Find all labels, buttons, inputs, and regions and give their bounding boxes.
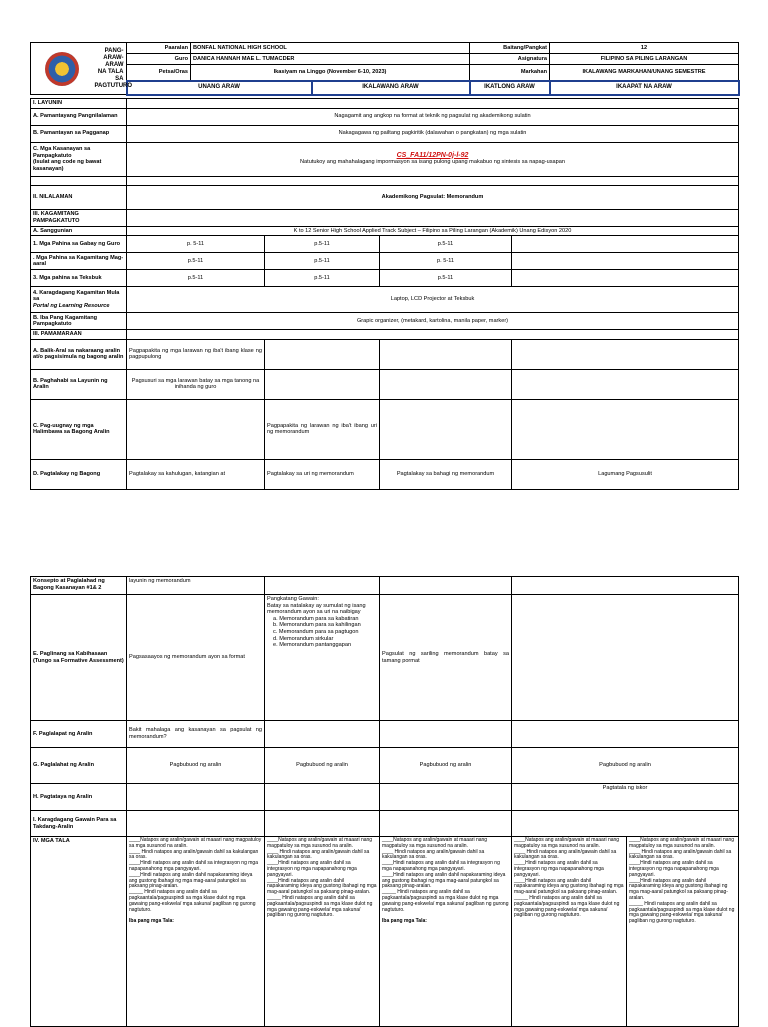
asignatura-label: Asignatura	[470, 54, 550, 65]
tala-line: ____Hindi natapos ang aralin dahil sa integrasyon ng mga napapanahong mga pangyayari.	[514, 860, 604, 878]
karagdagang-label-line-2: Portal ng Learning Resource	[33, 302, 110, 309]
iba-pang-label: B. Iba Pang Kagamitang Pampagkatuto	[31, 313, 127, 330]
dll-title-line: NA TALA SA	[97, 68, 124, 82]
tala-line: ____Natapos ang aralin/gawain at maaari nang magpatuloy sa mga susunod na aralin.	[514, 837, 620, 849]
mga-tala-label: IV. MGA TALA	[31, 837, 127, 1027]
paglalahat-day-4: Pagbubuod ng aralin	[512, 748, 739, 784]
pamantayan-pagganap: Nakagagawa ng pailtang pagkiritik (dalawahan o pangkatan) ng mga sulatin	[127, 125, 739, 142]
tala-line: ____Natapos ang aralin/gawain at maaari nang magpatuloy sa mga susunod na aralin.	[382, 837, 488, 849]
teksbuk-day-1: p.5-11	[127, 270, 265, 287]
paghahabi-label: B. Paghahabi sa Layunin ng Aralin	[31, 369, 127, 399]
empty-cell	[512, 339, 739, 369]
pamamaraan-label: III. PAMAMARAAN	[31, 330, 127, 340]
empty-cell	[127, 330, 739, 340]
asignatura-value: FILIPINO SA PILING LARANGAN	[550, 54, 739, 65]
petsa-value: Ikasiyam na Linggo (November 6-10, 2023)	[191, 65, 470, 81]
paglinang-label-line-2: (Tungo sa Formative Assessment)	[33, 657, 124, 664]
empty-cell	[380, 784, 512, 811]
tala-line: ____Hindi natapos ang aralin dahil napakaraming ideya ang gustong ibahagi ng mga mag-aaral patungkol sa paksang pinag-aralan.	[129, 871, 253, 890]
pamantayang-pangnilalaman: Nagagamit ang angkop na format at teknik ng pagsulat ng akademikong sulatin	[127, 108, 739, 125]
kagamitang-day-3: p. 5-11	[380, 253, 512, 270]
empty-cell	[265, 369, 380, 399]
balik-aral-label: A. Balik-Aral sa nakaraang aralin at/o pagsisimula ng bagong aralin	[31, 339, 127, 369]
paglalahat-day-2: Pagbubuod ng aralin	[265, 748, 380, 784]
empty-cell	[265, 339, 380, 369]
tala-line: ____Natapos ang aralin/gawain at maaari nang magpatuloy sa mga susunod na aralin.	[267, 837, 373, 849]
dll-title-line: PANG-	[104, 47, 124, 54]
kasanayan-text: Natutukoy ang mahahalagang impormasyon sa isang pulong upang makabuo ng sintesis sa napag-usapan	[300, 159, 565, 166]
day-2-header: IKALAWANG ARAW	[312, 81, 470, 95]
kasanayan-label-line-2: (Isulat ang code ng bawat kasanayan)	[33, 159, 102, 172]
paglalahat-day-3: Pagbubuod ng aralin	[380, 748, 512, 784]
petsa-label: Petsa/Oras	[127, 65, 191, 81]
dll-body-table-continued	[30, 576, 739, 1027]
karagdagang-label-line-1: 4. Karagdagang Kagamitan Mula sa	[33, 289, 120, 303]
empty-cell	[127, 209, 739, 226]
pag-uugnay: Pagpapakita ng larawan ng iba't ibang uri ng memorandum	[265, 399, 380, 459]
empty-cell	[31, 176, 127, 185]
balik-aral: Pagpapakita ng mga larawan ng iba't ibang klase ng pagpupulong	[127, 339, 265, 369]
karagdagang-label	[31, 287, 127, 313]
empty-cell	[512, 399, 739, 459]
pagtalakay-day-3: Pagtalakay sa bahagi ng memorandum	[380, 459, 512, 489]
pamantayan-pagganap-label: B. Pamantayan sa Pagganap	[31, 125, 127, 142]
empty-cell	[512, 369, 739, 399]
pangkatang-item: c. Memorandum para sa pagtugon	[273, 628, 359, 635]
dll-title-line: ARAW-ARAW	[103, 54, 124, 68]
pangkatang-item: b. Memorandum para sa kahilingan	[273, 622, 361, 629]
pagtalakay-label: D. Pagtalakay ng Bagong	[31, 459, 127, 489]
gabay-label: 1. Mga Pahina sa Gabay ng Guro	[31, 236, 127, 253]
gabay-day-3: p.5-11	[380, 236, 512, 253]
tala-line: ____ Hindi natapos ang aralin/gawain dahil sa kakulangan sa oras.	[382, 848, 485, 861]
baitang-value: 12	[550, 43, 739, 54]
iba-pang-tala: Iba pang mga Tala:	[382, 918, 427, 925]
dll-title	[93, 43, 133, 95]
gabay-day-1: p. 5-11	[127, 236, 265, 253]
sanggunian: K to 12 Senior High School Applied Track Subject – Filipino sa Piling Larangan (Akademik) Unang Edisyon 2020	[127, 226, 739, 236]
paglalahat-day-1: Pagbubuod ng aralin	[127, 748, 265, 784]
tala-line: ____Hindi natapos ang aralin dahil sa integrasyon ng mga napapanahong mga pangyayari.	[267, 860, 357, 878]
tala-line: ____ Hindi natapos ang aralin/gawain dahil sa kakulangan sa oras.	[514, 848, 617, 861]
karagdagang: Laptop, LCD Projector at Teksbuk	[127, 287, 739, 313]
pangkatang-title: Pangkatang Gawain:	[267, 596, 319, 602]
empty-cell	[512, 811, 739, 837]
paglalapat: Bakit mahalaga ang kasanayan sa pagsulat ng memorandum?	[127, 721, 265, 748]
paglinang-day-3: Pagsulat ng sariling memorandum batay sa tamang pormat	[380, 595, 512, 721]
empty-cell	[265, 784, 380, 811]
pangkatang-item: a. Memorandum para sa kabatiran	[273, 615, 359, 622]
mga-tala-day-1	[127, 837, 265, 1027]
pagtalakay-day-4: Lagumang Pagsusulit	[512, 459, 739, 489]
kagamitang-day-2: p.5-11	[265, 253, 380, 270]
tala-line: _____ Hindi natapos ang aralin dahil sa pagkaantala/pagsuspindi sa mga klase dulot ng mga gawaing pang-eskwela/ mga sakuna/ pagliban ng gurong nagtuturo.	[629, 900, 735, 925]
baitang-label: Baitang/Pangkat	[470, 43, 550, 54]
guro-label: Guro	[127, 54, 191, 65]
document-page-2	[0, 576, 768, 1024]
kagamitan-label: III. KAGAMITANG PAMPAGKATUTO	[31, 209, 127, 226]
tala-line: ____Natapos ang aralin/gawain at maaari nang magpatuloy sa mga susunod na aralin.	[129, 837, 262, 849]
tala-line: ____Hindi natapos ang aralin dahil sa integrasyon ng mga napapanahong mga pangyayari.	[129, 860, 258, 872]
dll-body-table	[30, 98, 739, 490]
empty-cell	[380, 339, 512, 369]
empty-cell	[512, 577, 739, 595]
mga-tala-day-2	[265, 837, 380, 1027]
empty-cell	[512, 236, 739, 253]
teksbuk-label: 3. Mga pahina sa Teksbuk	[31, 270, 127, 287]
pangkatang-intro: Batay sa natalakay ay sumulat ng isang memorandum ayon sa uri na naibigay	[267, 602, 366, 616]
tala-line: ____ Hindi natapos ang aralin/gawain dahil sa kakulangan sa oras.	[267, 848, 370, 861]
pamantayang-pangnilalaman-label: A. Pamantayang Pangnilalaman	[31, 108, 127, 125]
paglinang-label-line-1: E. Paglinang sa Kabihasaan	[33, 650, 108, 657]
pag-uugnay-label: C. Pag-uugnay ng mga Halimbawa sa Bagong Aralin	[31, 399, 127, 459]
paaralan-value: BONFAL NATIONAL HIGH SCHOOL	[191, 43, 470, 54]
tala-line: ____Hindi natapos ang aralin dahil napakaraming ideya ang gustong ibahagi ng mga mag-aaral patungkol sa paksang pinag-aralan.	[514, 877, 624, 896]
tala-line: ____Hindi natapos ang aralin dahil sa integrasyon ng mga napapanahong mga pangyayari.	[629, 860, 719, 878]
day-4-header: IKAAPAT NA ARAW	[550, 81, 739, 95]
mga-tala-day-4b	[627, 837, 739, 1027]
empty-cell	[512, 253, 739, 270]
tala-line: _____ Hindi natapos ang aralin dahil sa pagkaantala/pagsuspindi sa mga klase dulot ng mga gawaing pang-eskwela/ mga sakuna/ pagliban ng gurong nagtuturo.	[267, 894, 373, 919]
mga-tala-day-4a	[512, 837, 627, 1027]
empty-cell	[380, 577, 512, 595]
empty-cell	[127, 784, 265, 811]
iba-pang: Grapic organizer, (metakard, kartolina, manila paper, marker)	[127, 313, 739, 330]
empty-cell	[265, 577, 380, 595]
empty-cell	[127, 176, 739, 185]
paaralan-label: Paaralan	[127, 43, 191, 54]
tala-line: _____ Hindi natapos ang aralin dahil sa pagkaantala/pagsuspindi sa mga klase dulot ng mga gawaing pang-eskwela/ mga sakuna/ pagliban ng gurong nagtuturo.	[129, 889, 256, 913]
tala-line: _____ Hindi natapos ang aralin dahil sa pagkaantala/pagsuspindi sa mga klase dulot ng mga gawaing pang-eskwela/ mga sakuna/ pagliban ng gurong nagtuturo.	[514, 894, 620, 919]
kagamitang-label: . Mga Pahina sa Kagamitang Mag-aaral	[31, 253, 127, 270]
paglinang-label	[31, 595, 127, 721]
markahan-value: IKALAWANG MARKAHAN/UNANG SEMESTRE	[550, 65, 739, 81]
tala-line: ____Hindi natapos ang aralin dahil napakaraming ideya ang gustong ibahagi ng mga mag-aaral patungkol sa paksang pinag-aralan.	[629, 877, 728, 901]
empty-cell	[512, 595, 739, 721]
pangkatang-item: e. Memorandum pantanggapan	[273, 642, 352, 649]
tala-line: ____ Hindi natapos ang aralin/gawain dahil sa kakulangan sa oras.	[129, 848, 259, 861]
tala-line: _____ Hindi natapos ang aralin dahil sa pagkaantala/pagsuspindi sa mga klase dulot ng mga gawaing pang-eskwela/ mga sakuna/ pagliban ng gurong nagtuturo.	[382, 889, 509, 913]
konsepto: layunin ng memorandum	[127, 577, 265, 595]
tala-line: ____Hindi natapos ang aralin dahil napakaraming ideya ang gustong ibahagi ng mga mag-aaral patungkol sa paksang pinag-aralan.	[267, 877, 377, 896]
kasanayan-cell	[127, 142, 739, 176]
markahan-label: Markahan	[470, 65, 550, 81]
empty-cell	[265, 811, 380, 837]
konsepto-label: Konsepto at Paglalahad ng Bagong Kasanayan #1& 2	[31, 577, 127, 595]
pagtalakay-day-1: Pagtalakay sa kahulugan, katangian at	[127, 459, 265, 489]
school-seal-icon	[45, 52, 79, 86]
empty-cell	[380, 369, 512, 399]
paglalapat-label: F. Paglalapat ng Aralin	[31, 721, 127, 748]
pagtataya-label: H. Pagtataya ng Aralin	[31, 784, 127, 811]
teksbuk-day-2: p.5-11	[265, 270, 380, 287]
nilalaman: Akademikong Pagsulat: Memorandum	[127, 185, 739, 209]
empty-cell	[380, 721, 512, 748]
dll-title-line: PAGTUTURO	[94, 82, 133, 89]
tala-line: ____Natapos ang aralin/gawain at maaari nang magpatuloy sa mga susunod na aralin.	[629, 837, 735, 849]
paglalahat-label: G. Paglalahat ng Aralin	[31, 748, 127, 784]
pangkatang-item: d. Memorandum sirkular	[273, 635, 334, 642]
paghahabi: Pagsusuri sa mga larawan batay sa mga tanong na inihanda ng guro	[127, 369, 265, 399]
empty-cell	[127, 811, 265, 837]
kasanayan-label-line-1: C. Mga Kasanayan sa Pampagkatuto	[33, 145, 91, 159]
pagtalakay-day-2: Pagtalakay sa uri ng memorandum	[265, 459, 380, 489]
teksbuk-day-3: p.5-11	[380, 270, 512, 287]
day-1-header: UNANG ARAW	[127, 81, 312, 95]
day-3-header: IKATLONG ARAW	[470, 81, 550, 95]
empty-cell	[265, 721, 380, 748]
dll-header-table	[30, 42, 740, 96]
pagtataya: Pagtatala ng iskor	[512, 784, 739, 811]
empty-cell	[127, 99, 739, 109]
tala-line: ____ Hindi natapos ang aralin/gawain dahil sa kakulangan sa oras.	[629, 848, 732, 861]
page-gap	[0, 540, 768, 576]
pangkatang-gawain	[265, 595, 380, 721]
guro-value: DANICA HANNAH MAE L. TUMACDER	[191, 54, 470, 65]
empty-cell	[380, 811, 512, 837]
nilalaman-label: II. NILALAMAN	[31, 185, 127, 209]
empty-cell	[512, 721, 739, 748]
mga-tala-day-3	[380, 837, 512, 1027]
iba-pang-tala: Iba pang mga Tala:	[129, 918, 174, 925]
empty-cell	[380, 399, 512, 459]
empty-cell	[127, 399, 265, 459]
empty-cell	[512, 270, 739, 287]
tala-line: ____Hindi natapos ang aralin dahil sa integrasyon ng mga napapanahong mga pangyayari.	[382, 860, 500, 872]
kasanayan-code: CS_FA11/12PN-0j-l-92	[396, 151, 469, 159]
paglinang-day-1: Pagsasaayos ng memorandum ayon sa format	[127, 595, 265, 721]
kasanayan-label	[31, 142, 127, 176]
sanggunian-label: A. Sanggunian	[31, 226, 127, 236]
school-seal	[31, 43, 93, 95]
karagdagang-gawain-label: I. Karagdagang Gawain Para sa Takdang-Aralin	[31, 811, 127, 837]
gabay-day-2: p.5-11	[265, 236, 380, 253]
tala-line: ____Hindi natapos ang aralin dahil napakaraming ideya ang gustong ibahagi ng mga mag-aaral patungkol sa paksang pinag-aralan.	[382, 871, 506, 890]
kagamitang-day-1: p.5-11	[127, 253, 265, 270]
layunin-label: I. LAYUNIN	[31, 99, 127, 109]
